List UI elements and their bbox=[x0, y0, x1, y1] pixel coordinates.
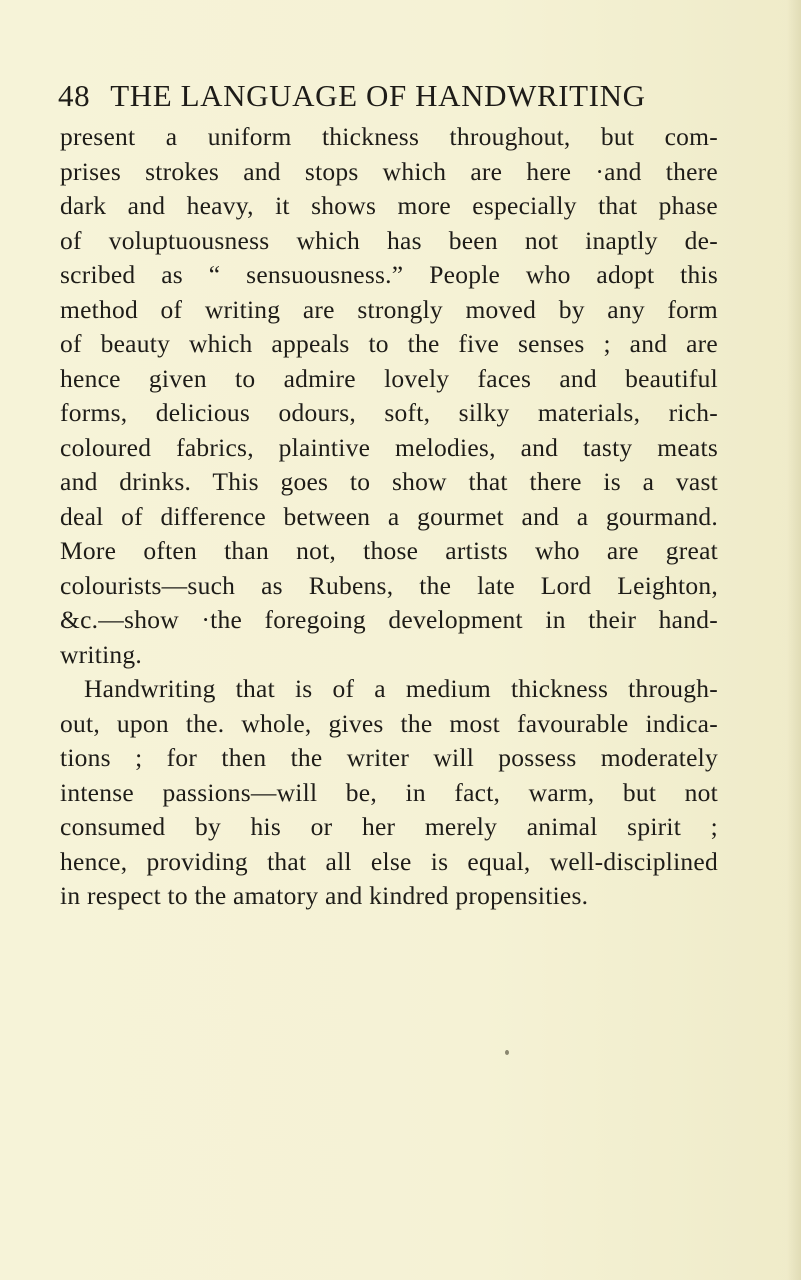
paragraph-1 bbox=[60, 120, 718, 672]
text-line: More often than not, those artists who are great bbox=[60, 536, 718, 565]
page-edge-shadow bbox=[787, 0, 801, 1280]
text-line: &c.—show ·the foregoing development in their hand- bbox=[60, 605, 718, 634]
text-line: hence, providing that all else is equal, well-disciplined bbox=[60, 846, 718, 876]
text-line: writing. bbox=[60, 639, 143, 669]
text-line: scribed as “ sensuousness.” People who adopt this bbox=[60, 260, 718, 289]
text-line: hence given to admire lovely faces and beautiful bbox=[60, 363, 718, 393]
text-line: prises strokes and stops which are here ·and there bbox=[60, 156, 718, 186]
text-line: dark and heavy, it shows more especially that phase bbox=[60, 191, 718, 220]
text-line: in respect to the amatory and kindred propensities. bbox=[60, 881, 589, 910]
body-text bbox=[60, 120, 718, 914]
text-line: out, upon the. whole, gives the most favourable indica- bbox=[60, 708, 718, 738]
text-line: deal of difference between a gourmet and a gourmand. bbox=[60, 501, 718, 531]
running-title: THE LANGUAGE OF HANDWRITING bbox=[110, 78, 646, 113]
text-line: of voluptuousness which has been not inaptly de- bbox=[60, 225, 718, 255]
paragraph-2 bbox=[60, 672, 718, 914]
text-line: forms, delicious odours, soft, silky materials, rich- bbox=[60, 398, 718, 427]
text-line: of beauty which appeals to the five senses ; and are bbox=[60, 329, 718, 358]
text-line: colourists—such as Rubens, the late Lord Leighton, bbox=[60, 570, 718, 600]
text-line: intense passions—will be, in fact, warm, but not bbox=[60, 777, 718, 807]
page-number: 48 bbox=[58, 78, 91, 113]
text-line: present a uniform thickness throughout, but com- bbox=[60, 122, 718, 151]
text-line: method of writing are strongly moved by any form bbox=[60, 294, 718, 324]
running-head bbox=[58, 78, 698, 118]
text-line: and drinks. This goes to show that there is a vast bbox=[60, 467, 718, 496]
text-line: Handwriting that is of a medium thickness through- bbox=[84, 674, 718, 703]
text-line: coloured fabrics, plaintive melodies, and tasty meats bbox=[60, 432, 718, 462]
paper-speck bbox=[505, 1050, 509, 1055]
text-line: tions ; for then the writer will possess moderately bbox=[60, 743, 718, 772]
text-line: consumed by his or her merely animal spirit ; bbox=[60, 812, 718, 841]
